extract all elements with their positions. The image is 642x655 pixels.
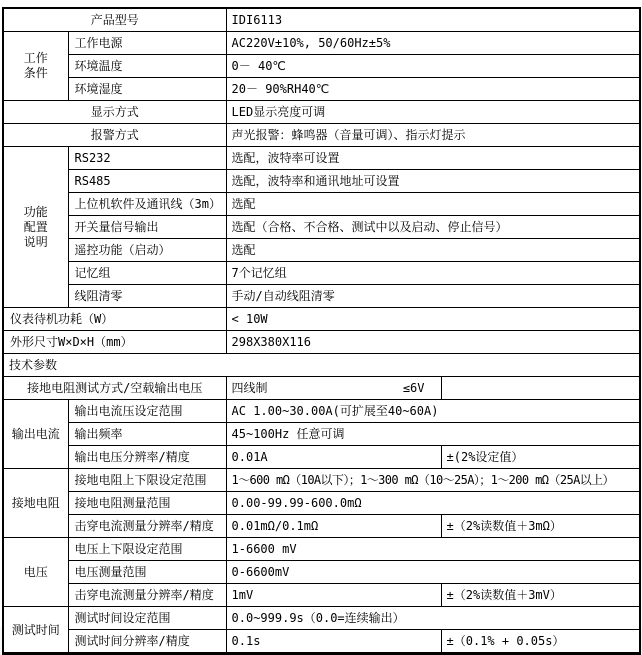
voltage-limit-range-value: 1-6600 mV <box>226 538 640 561</box>
row-standby-power <box>3 308 640 331</box>
output-current-range-label: 输出电流压设定范围 <box>68 400 226 423</box>
row-test-time-resolution <box>3 630 640 654</box>
output-voltage-resolution-value: 0.01A <box>226 446 441 469</box>
product-model-value: IDI6113 <box>226 8 640 32</box>
row-display-mode <box>3 101 640 124</box>
group-voltage: 电压 <box>3 538 68 607</box>
output-voltage-resolution-label: 输出电压分辨率/精度 <box>68 446 226 469</box>
display-mode-value: LED显示亮度可调 <box>226 101 640 124</box>
row-memory-groups <box>3 262 640 285</box>
group-feature-config <box>3 147 68 308</box>
ground-resistance-measure-range-value: 0.00-99.99-600.0mΩ <box>226 492 640 515</box>
ambient-temperature-value: 0－ 40℃ <box>226 55 640 78</box>
breakdown-current-accuracy-ohm-value: ±（2%读数值＋3mΩ） <box>441 515 640 538</box>
rs232-value: 选配，波特率可设置 <box>226 147 640 170</box>
display-mode-label: 显示方式 <box>3 101 226 124</box>
breakdown-current-resolution-mv-value: 1mV <box>226 584 441 607</box>
row-switch-signal-output <box>3 216 640 239</box>
alarm-mode-label: 报警方式 <box>3 124 226 147</box>
pc-software-value: 选配 <box>226 193 640 216</box>
pc-software-label: 上位机软件及通讯线（3m） <box>68 193 226 216</box>
test-time-accuracy-value: ±（0.1% + 0.05s） <box>441 630 640 654</box>
working-power-label: 工作电源 <box>68 32 226 55</box>
output-frequency-value: 45~100Hz 任意可调 <box>226 423 640 446</box>
breakdown-current-resolution-mv-label: 击穿电流测量分辨率/精度 <box>68 584 226 607</box>
row-dimensions <box>3 331 640 354</box>
row-breakdown-current-resolution-mv <box>3 584 640 607</box>
row-ground-resistance-limit-range <box>3 469 640 492</box>
test-time-resolution-label: 测试时间分辨率/精度 <box>68 630 226 654</box>
output-current-range-value: AC 1.00~30.00A(可扩展至40~60A) <box>226 400 640 423</box>
row-alarm-mode <box>3 124 640 147</box>
product-model-label: 产品型号 <box>3 8 226 32</box>
spec-table <box>2 7 641 655</box>
remote-control-label: 遥控功能（启动） <box>68 239 226 262</box>
row-working-power <box>3 32 640 55</box>
standby-power-label: 仪表待机功耗（W） <box>3 308 226 331</box>
remote-control-value: 选配 <box>226 239 640 262</box>
wire-resistance-zeroing-value: 手动/自动线阻清零 <box>226 285 640 308</box>
voltage-measure-range-value: 0-6600mV <box>226 561 640 584</box>
tech-section-header: 技术参数 <box>3 354 640 377</box>
ground-test-method-label: 接地电阻测试方式/空载输出电压 <box>3 377 226 400</box>
memory-groups-value: 7个记忆组 <box>226 262 640 285</box>
ground-test-method-empty-cell <box>441 377 640 400</box>
dimensions-value: 298X380X116 <box>226 331 640 354</box>
ground-resistance-limit-range-value: 1～600 mΩ（10A以下）；1～300 mΩ（10～25A）；1～200 mΩ（25A以上） <box>226 469 640 492</box>
ground-test-method-value: 四线制 <box>231 381 268 395</box>
memory-groups-label: 记忆组 <box>68 262 226 285</box>
no-load-voltage-value: ≤6V <box>402 381 425 395</box>
group-label: 工作条件 <box>23 51 48 80</box>
breakdown-current-resolution-ohm-value: 0.01mΩ/0.1mΩ <box>226 515 441 538</box>
row-test-time-range <box>3 607 640 630</box>
group-output-current: 输出电流 <box>3 400 68 469</box>
rs232-label: RS232 <box>68 147 226 170</box>
row-remote-control <box>3 239 640 262</box>
row-breakdown-current-resolution-ohm <box>3 515 640 538</box>
alarm-mode-value: 声光报警：蜂鸣器（音量可调）、指示灯提示 <box>226 124 640 147</box>
wire-resistance-zeroing-label: 线阻清零 <box>68 285 226 308</box>
breakdown-current-resolution-ohm-label: 击穿电流测量分辨率/精度 <box>68 515 226 538</box>
working-power-value: AC220V±10%, 50/60Hz±5% <box>226 32 640 55</box>
voltage-measure-range-label: 电压测量范围 <box>68 561 226 584</box>
row-tech-section-header <box>3 354 640 377</box>
breakdown-current-accuracy-mv-value: ±（2%读数值＋3mV） <box>441 584 640 607</box>
ground-test-method-value-cell <box>226 377 441 400</box>
test-time-range-value: 0.0~999.9s（0.0=连续输出） <box>226 607 640 630</box>
group-label: 功能配置说明 <box>23 204 48 249</box>
rs485-label: RS485 <box>68 170 226 193</box>
row-rs485 <box>3 170 640 193</box>
standby-power-value: < 10W <box>226 308 640 331</box>
ambient-humidity-value: 20－ 90%RH40℃ <box>226 78 640 101</box>
row-ground-resistance-measure-range <box>3 492 640 515</box>
row-output-current-range <box>3 400 640 423</box>
output-voltage-accuracy-value: ±(2%设定值） <box>441 446 640 469</box>
row-product-model <box>3 8 640 32</box>
dimensions-label: 外形尺寸W×D×H（mm） <box>3 331 226 354</box>
test-time-range-label: 测试时间设定范围 <box>68 607 226 630</box>
ambient-humidity-label: 环境湿度 <box>68 78 226 101</box>
row-ambient-humidity <box>3 78 640 101</box>
ambient-temperature-label: 环境温度 <box>68 55 226 78</box>
test-time-resolution-value: 0.1s <box>226 630 441 654</box>
row-output-voltage-resolution <box>3 446 640 469</box>
row-pc-software <box>3 193 640 216</box>
rs485-value: 选配，波特率和通讯地址可设置 <box>226 170 640 193</box>
switch-signal-output-label: 开关量信号输出 <box>68 216 226 239</box>
row-ambient-temperature <box>3 55 640 78</box>
row-voltage-limit-range <box>3 538 640 561</box>
group-working-conditions <box>3 32 68 101</box>
row-rs232 <box>3 147 640 170</box>
output-frequency-label: 输出频率 <box>68 423 226 446</box>
row-ground-test-method <box>3 377 640 400</box>
ground-resistance-limit-range-label: 接地电阻上下限设定范围 <box>68 469 226 492</box>
row-output-frequency <box>3 423 640 446</box>
row-wire-resistance-zeroing <box>3 285 640 308</box>
ground-resistance-measure-range-label: 接地电阻测量范围 <box>68 492 226 515</box>
voltage-limit-range-label: 电压上下限设定范围 <box>68 538 226 561</box>
group-ground-resistance: 接地电阻 <box>3 469 68 538</box>
group-test-time: 测试时间 <box>3 607 68 654</box>
switch-signal-output-value: 选配（合格、不合格、测试中以及启动、停止信号） <box>226 216 640 239</box>
row-voltage-measure-range <box>3 561 640 584</box>
